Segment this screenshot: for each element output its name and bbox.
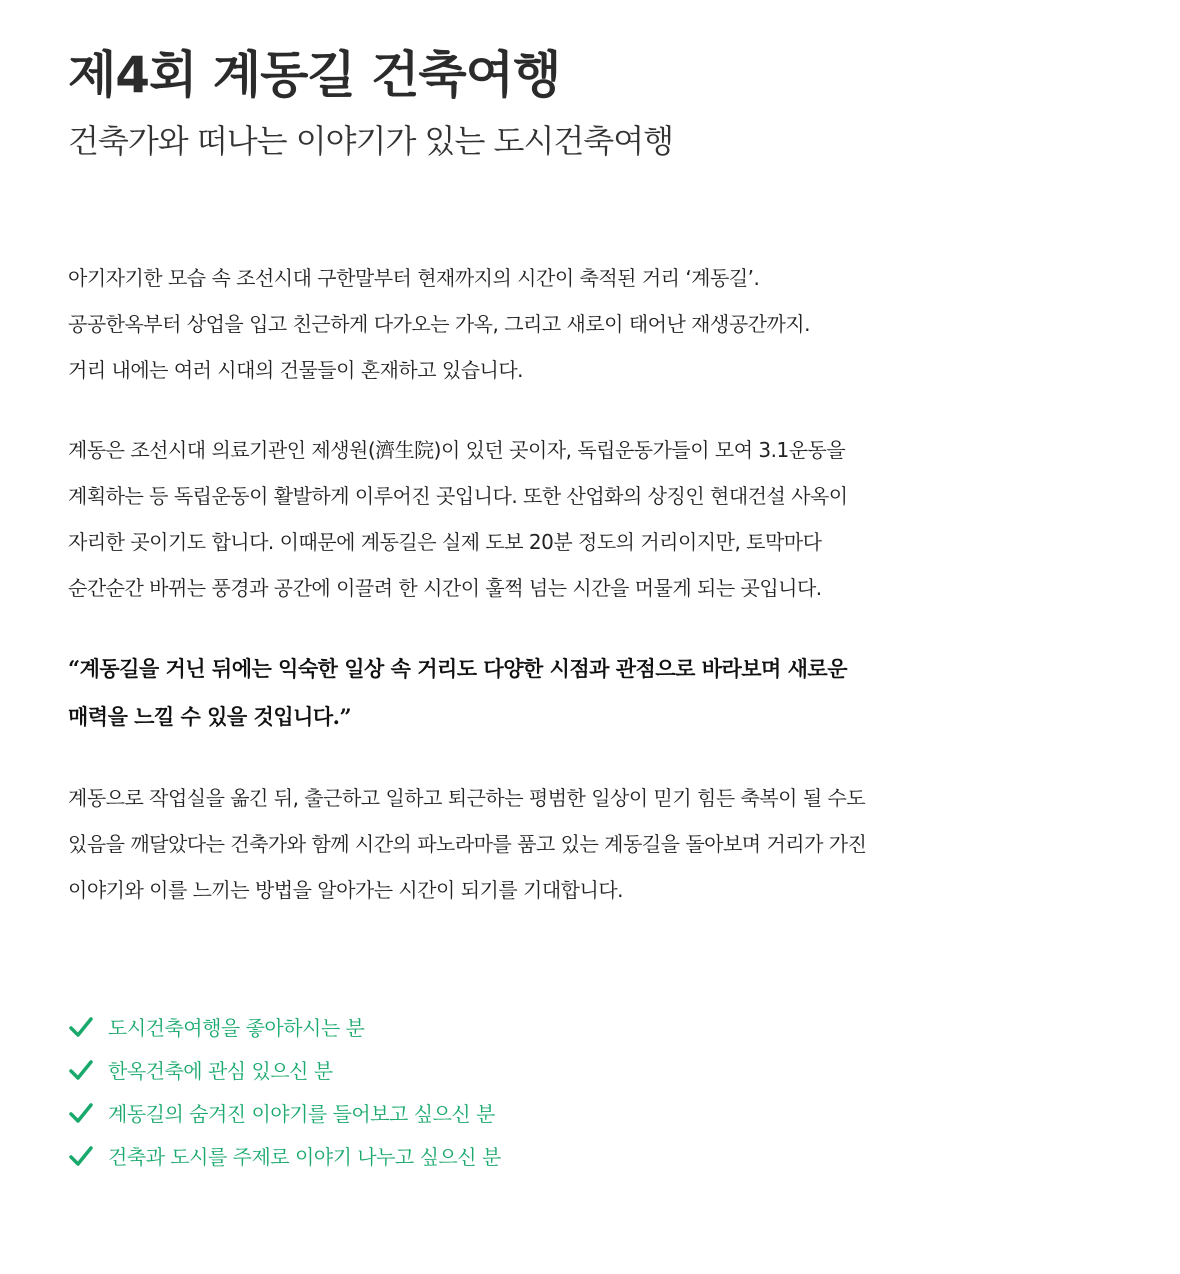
target-audience-list [68, 1005, 1112, 1177]
page-title: 제4회 계동길 건축여행 [68, 46, 561, 104]
intro-line: 아기자기한 모습 속 조선시대 구한말부터 현재까지의 시간이 축적된 거리 ‘계동길’. [68, 266, 760, 290]
intro-line: 공공한옥부터 상업을 입고 친근하게 다가오는 가옥, 그리고 새로이 태어난 재생공간까지. [68, 312, 810, 336]
closing-line: 이야기와 이를 느끼는 방법을 알아가는 시간이 되기를 기대합니다. [68, 878, 623, 902]
history-line: 계동은 조선시대 의료기관인 제생원(濟生院)이 있던 곳이자, 독립운동가들이 모여 3.1운동을 [68, 438, 846, 462]
list-item-label: 도시건축여행을 좋아하시는 분 [108, 1016, 365, 1040]
closing-paragraph [68, 775, 1112, 913]
history-paragraph [68, 427, 1112, 611]
checkmark-icon [68, 1100, 94, 1126]
checkmark-icon [68, 1143, 94, 1169]
quote-line: “계동길을 거닌 뒤에는 익숙한 일상 속 거리도 다양한 시점과 관점으로 바라보며 새로운 [68, 656, 848, 681]
list-item [68, 1005, 1112, 1048]
quote-line: 매력을 느낄 수 있을 것입니다.” [68, 704, 352, 729]
checkmark-icon [68, 1057, 94, 1083]
closing-line: 있음을 깨달았다는 건축가와 함께 시간의 파노라마를 품고 있는 계동길을 돌아보며 거리가 가진 [68, 832, 867, 856]
list-item [68, 1134, 1112, 1177]
quote-paragraph [68, 645, 1112, 741]
page-subtitle: 건축가와 떠나는 이야기가 있는 도시건축여행 [68, 122, 674, 160]
list-item [68, 1048, 1112, 1091]
intro-paragraph [68, 255, 1112, 393]
history-line: 계획하는 등 독립운동이 활발하게 이루어진 곳입니다. 또한 산업화의 상징인 현대건설 사옥이 [68, 484, 848, 508]
closing-line: 계동으로 작업실을 옮긴 뒤, 출근하고 일하고 퇴근하는 평범한 일상이 믿기 힘든 축복이 될 수도 [68, 786, 866, 810]
list-item-label: 건축과 도시를 주제로 이야기 나누고 싶으신 분 [108, 1145, 501, 1169]
list-item [68, 1091, 1112, 1134]
history-line: 순간순간 바뀌는 풍경과 공간에 이끌려 한 시간이 훌쩍 넘는 시간을 머물게 되는 곳입니다. [68, 576, 822, 600]
history-line: 자리한 곳이기도 합니다. 이때문에 계동길은 실제 도보 20분 정도의 거리이지만, 토막마다 [68, 530, 822, 554]
list-item-label: 한옥건축에 관심 있으신 분 [108, 1059, 333, 1083]
list-item-label: 계동길의 숨겨진 이야기를 들어보고 싶으신 분 [108, 1102, 495, 1126]
checkmark-icon [68, 1014, 94, 1040]
intro-line: 거리 내에는 여러 시대의 건물들이 혼재하고 있습니다. [68, 358, 524, 382]
